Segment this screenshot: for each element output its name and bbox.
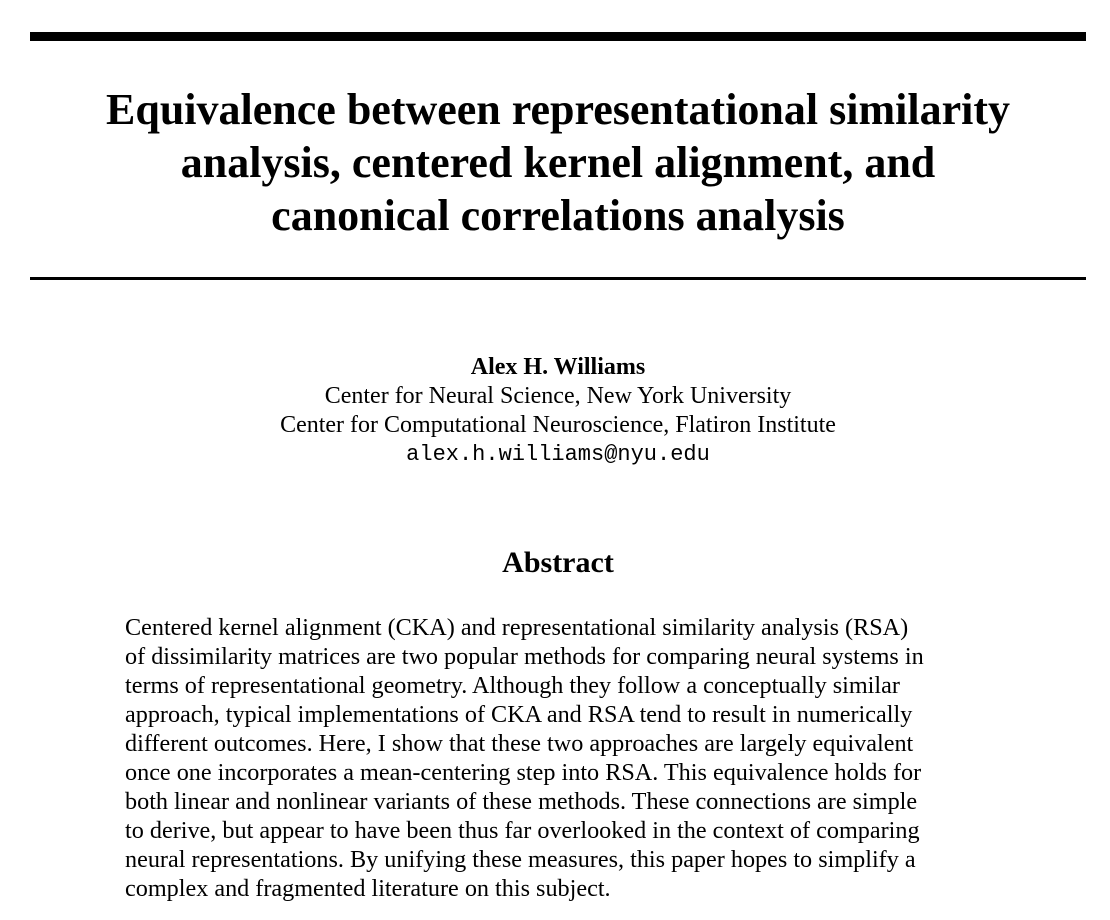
abstract-heading: Abstract (502, 546, 614, 579)
abstract-line: terms of representational geometry. Although they follow a conceptually similar (125, 672, 900, 699)
title-line: analysis, centered kernel alignment, and (180, 138, 936, 187)
author-email: alex.h.williams@nyu.edu (406, 442, 710, 467)
abstract-line: complex and fragmented literature on this subject. (125, 875, 611, 902)
author-affiliation: Center for Computational Neuroscience, Flatiron Institute (280, 412, 836, 438)
author-block (30, 353, 1086, 469)
abstract-line: once one incorporates a mean-centering step into RSA. This equivalence holds for (125, 759, 922, 786)
abstract-line: of dissimilarity matrices are two popular methods for comparing neural systems in (125, 643, 924, 670)
author-name: Alex H. Williams (470, 354, 646, 380)
title-line: Equivalence between representational similarity (106, 85, 1010, 134)
paper-title (30, 83, 1086, 242)
abstract-body (125, 613, 1005, 903)
title-top-rule (30, 32, 1086, 41)
title-line: canonical correlations analysis (271, 191, 845, 240)
abstract-line: both linear and nonlinear variants of these methods. These connections are simple (125, 788, 918, 815)
author-affiliation: Center for Neural Science, New York University (324, 383, 792, 409)
abstract-line: to derive, but appear to have been thus far overlooked in the context of comparing (125, 817, 920, 844)
abstract-line: Centered kernel alignment (CKA) and representational similarity analysis (RSA) (125, 614, 909, 641)
title-bottom-rule (30, 277, 1086, 280)
abstract-line: different outcomes. Here, I show that these two approaches are largely equivalent (125, 730, 914, 757)
abstract-line: neural representations. By unifying these measures, this paper hopes to simplify a (125, 846, 916, 873)
abstract-line: approach, typical implementations of CKA and RSA tend to result in numerically (125, 701, 913, 728)
